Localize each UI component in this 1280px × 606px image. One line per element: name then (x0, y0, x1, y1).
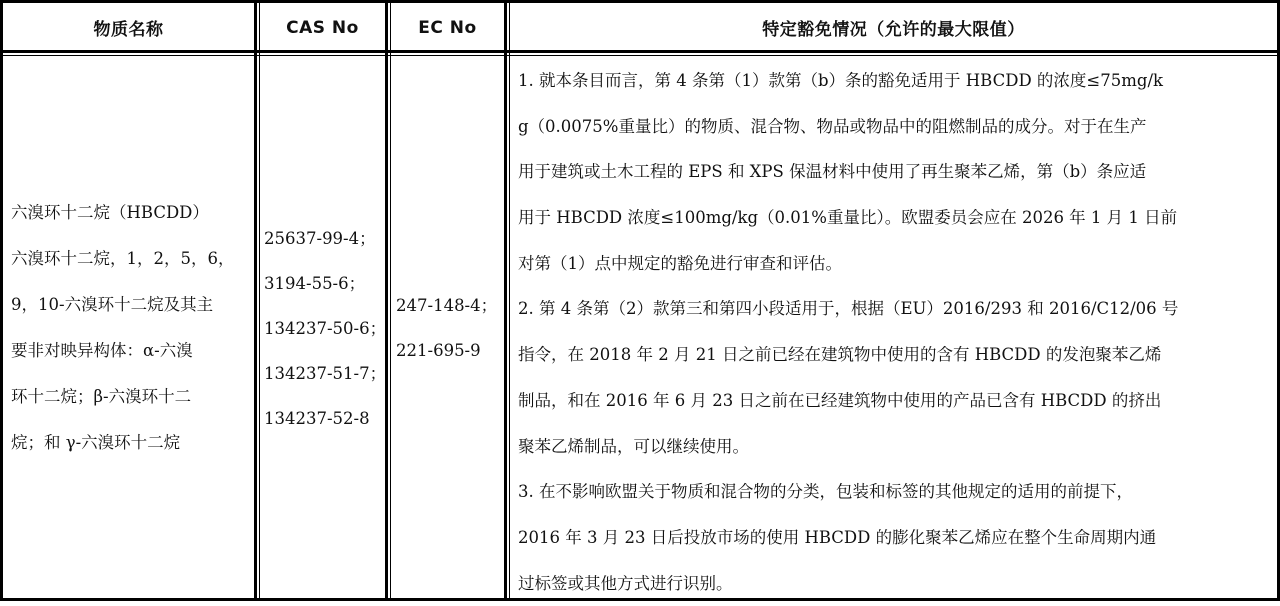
cas-number: 134237-52-8 (264, 408, 370, 428)
column-divider (385, 3, 388, 598)
cas-number: 134237-51-7； (264, 363, 387, 383)
substance-name-line: 要非对映异构体：α-六溴 (11, 341, 193, 360)
substance-name-line: 六溴环十二烷，1，2，5，6， (11, 249, 235, 268)
ec-number: 247-148-4； (396, 296, 498, 315)
cas-numbers-cell (264, 58, 387, 598)
cas-number: 134237-50-6； (264, 318, 387, 338)
exemption-line: 指令，在 2018 年 2 月 21 日之前已经在建筑物中使用的含有 HBCDD 的发泡聚苯乙烯 (518, 345, 1162, 365)
row-divider (3, 55, 1277, 56)
substance-name-line: 六溴环十二烷（HBCDD） (11, 203, 209, 222)
cas-number: 25637-99-4； (264, 228, 376, 248)
header-ec-no: EC No (418, 17, 477, 38)
exemption-text (518, 58, 1271, 606)
exemption-cell (510, 58, 1277, 598)
exemption-line: 用于建筑或土木工程的 EPS 和 XPS 保温材料中使用了再生聚苯乙烯，第（b）条应适 (518, 162, 1147, 182)
substance-name-line: 环十二烷；β-六溴环十二 (11, 387, 192, 406)
ec-numbers-cell (396, 58, 502, 598)
exemption-line: 制品，和在 2016 年 6 月 23 日之前在已经建筑物中使用的产品已含有 HBCDD 的挤出 (518, 390, 1162, 410)
exemption-line: 1. 就本条目而言，第 4 条第（1）款第（b）条的豁免适用于 HBCDD 的浓度≤75mg/k (518, 71, 1164, 90)
substance-name-line: 9，10-六溴环十二烷及其主 (11, 295, 214, 314)
exemption-line: 2. 第 4 条第（2）款第三和第四小段适用于，根据（EU）2016/293 和 2016/C12/06 号 (518, 299, 1179, 319)
cas-number: 3194-55-6； (264, 273, 366, 293)
header-cas-no: CAS No (286, 17, 359, 38)
substance-name-line: 烷；和 γ-六溴环十二烷 (11, 433, 181, 452)
column-divider (390, 3, 391, 598)
exemption-line: 2016 年 3 月 23 日后投放市场的使用 HBCDD 的膨化聚苯乙烯应在整个生命周期内通 (518, 527, 1157, 547)
ec-number: 221-695-9 (396, 341, 481, 360)
column-divider (259, 3, 260, 598)
column-divider (254, 3, 257, 598)
exemption-line: 3. 在不影响欧盟关于物质和混合物的分类，包装和标签的其他规定的适用的前提下， (518, 482, 1133, 502)
column-divider (504, 3, 507, 598)
substance-name-cell (11, 58, 251, 598)
exemption-line: 用于 HBCDD 浓度≤100mg/kg（0.01%重量比）。欧盟委员会应在 2026 年 1 月 1 日前 (518, 208, 1178, 228)
exemption-line: 聚苯乙烯制品，可以继续使用。 (518, 436, 749, 456)
exemption-line: 过标签或其他方式进行识别。 (518, 573, 733, 593)
header-substance-name: 物质名称 (93, 20, 164, 40)
header-exemption: 特定豁免情况（允许的最大限值） (762, 20, 1025, 40)
exemption-line: 对第（1）点中规定的豁免进行审查和评估。 (518, 253, 842, 273)
exemption-line: g（0.0075%重量比）的物质、混合物、物品或物品中的阻燃制品的成分。对于在生产 (518, 116, 1147, 136)
